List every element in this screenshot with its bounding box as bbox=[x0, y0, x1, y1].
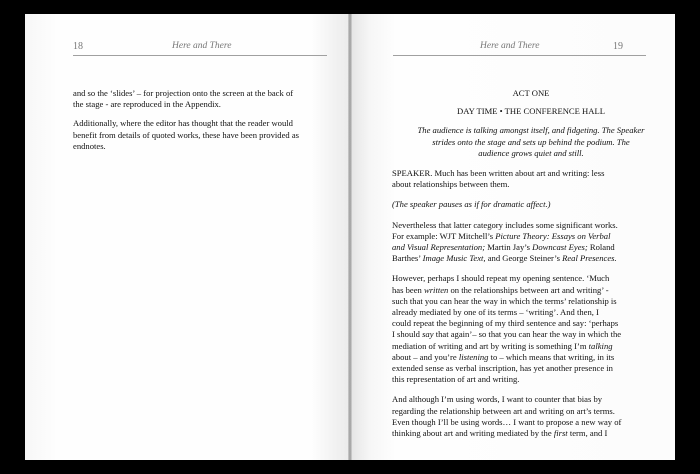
right-page-number: 19 bbox=[613, 41, 623, 52]
right-running-head: Here and There bbox=[480, 41, 540, 51]
book-gutter bbox=[348, 14, 352, 460]
right-page-body bbox=[392, 88, 670, 439]
last-paragraph: And although I’m using words, I want to counter that bias by regarding the relationship between art and writing on art’s terms. Even though I’ll be using words… I want to propose a new way of thinking about art and writing mediated by the first term, and I bbox=[392, 394, 622, 439]
scene-heading: DAY TIME • THE CONFERENCE HALL bbox=[457, 106, 605, 117]
left-paragraph-1: and so the ‘slides’ – for projection onto the screen at the back of the stage - are reproduced in the Appendix. bbox=[73, 88, 294, 110]
left-running-head: Here and There bbox=[172, 41, 232, 51]
left-page-number: 18 bbox=[73, 41, 83, 52]
aside-direction: (The speaker pauses as if for dramatic affect.) bbox=[392, 199, 551, 210]
left-page bbox=[25, 14, 350, 460]
works-paragraph: Nevertheless that latter category includes some significant works. For example: WJT Mitchell’s Picture Theory: Essays on Verbal and Visual Representation; Martin Jay’s Downcast Eyes; Roland Barthes’ Image Music Text, and George Steiner’s Real Presences. bbox=[392, 219, 618, 264]
book-spread bbox=[25, 14, 675, 460]
repeat-paragraph: However, perhaps I should repeat my opening sentence. ‘Much has been written on the relationships between art and writing’ - such that you can hear the way in which the terms’ relationship is already mediated by one of its terms – ‘writing’. And then, I could repeat the beginning of my third sentence and say: ‘perhaps I should say that again’– so that you can hear the way in which the mediation of writing and art by writing is something I’m talking about – and you’re listening to – which means that writing, in its extended sense as verbal inscription, has yet another presence in this representation of art and writing. bbox=[392, 273, 622, 385]
left-header-rule bbox=[73, 55, 327, 56]
right-page bbox=[350, 14, 675, 460]
left-paragraph-2: Additionally, where the editor has thought that the reader would benefit from details of quoted works, these have been provided as endnotes. bbox=[73, 118, 299, 151]
speaker-paragraph: SPEAKER. Much has been written about art and writing: less about relationships between them. bbox=[392, 168, 605, 190]
stage-direction: The audience is talking amongst itself, and fidgeting. The Speaker strides onto the stage and sets up behind the podium. The audience grows quiet and still. bbox=[417, 125, 645, 158]
left-page-body bbox=[73, 88, 343, 160]
right-header-rule bbox=[393, 55, 646, 56]
act-heading: ACT ONE bbox=[512, 88, 550, 98]
